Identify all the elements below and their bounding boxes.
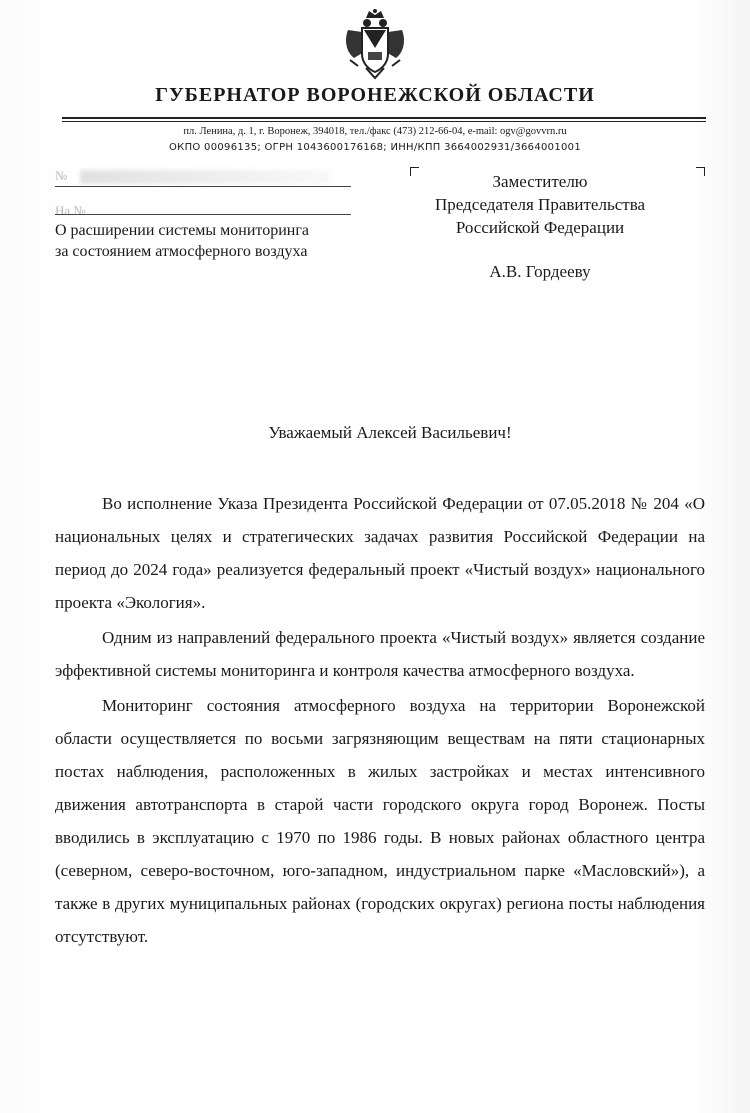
paragraph-2: Одним из направлений федерального проекта «Чистый воздух» является создание эффективной системы мониторинга и контроля качества атмосферного воздуха. (55, 628, 705, 680)
registration-line (55, 186, 351, 187)
addressee-line-1: Заместителю (492, 172, 588, 191)
addressee-line-2: Председателя Правительства (434, 195, 646, 214)
registration-number-label: № (55, 168, 68, 183)
subject-text: О расширении системы мониторинга за состоянием атмосферного воздуха (55, 222, 309, 260)
codes-line: ОКПО 00096135; ОГРН 1043600176168; ИНН/КПП 3664002931/3664001001 (169, 142, 581, 153)
address-line: пл. Ленина, д. 1, г. Воронеж, 394018, тел./факс (473) 212-66-04, e-mail: ogv@govvrn.ru (183, 126, 567, 137)
paragraph-1: Во исполнение Указа Президента Российской Федерации от 07.05.2018 № 204 «О национальных целях и стратегических задачах развития Российской Федерации на период до 2024 года» реализуется федеральный проект «Чистый воздух» национального проекта «Экология». (55, 494, 705, 612)
reference-line (55, 214, 351, 215)
addressee-line-3: Российской Федерации (455, 218, 625, 237)
paragraph-3: Мониторинг состояния атмосферного воздуха на территории Воронежской области осуществляется по восьми загрязняющим веществам на пяти стационарных постах наблюдения, расположенных в жилых застройках и местах интенсивного движения автотранспорта в старой части городского округа город Воронеж. Посты вводились в эксплуатацию с 1970 по 1986 годы. В новых районах областного центра (северном, северо-восточном, юго-западном, индустриальном парке «Масловский»), а также в других муниципальных районах (городских округах) региона посты наблюдения отсутствуют. (55, 696, 705, 946)
org-title: ГУБЕРНАТОР ВОРОНЕЖСКОЙ ОБЛАСТИ (155, 84, 595, 106)
greeting: Уважаемый Алексей Васильевич! (268, 423, 512, 442)
redacted-registration (80, 170, 330, 184)
addressee-block (400, 170, 680, 283)
header-rule (62, 117, 706, 119)
header-rule-thin (62, 121, 706, 122)
coat-of-arms-icon (342, 8, 408, 80)
addressee-corner-right (696, 167, 705, 176)
reference-label: На № (55, 203, 86, 218)
letter-subject (55, 220, 315, 262)
addressee-name: А.В. Гордееву (489, 262, 591, 281)
letter-body (55, 487, 705, 955)
